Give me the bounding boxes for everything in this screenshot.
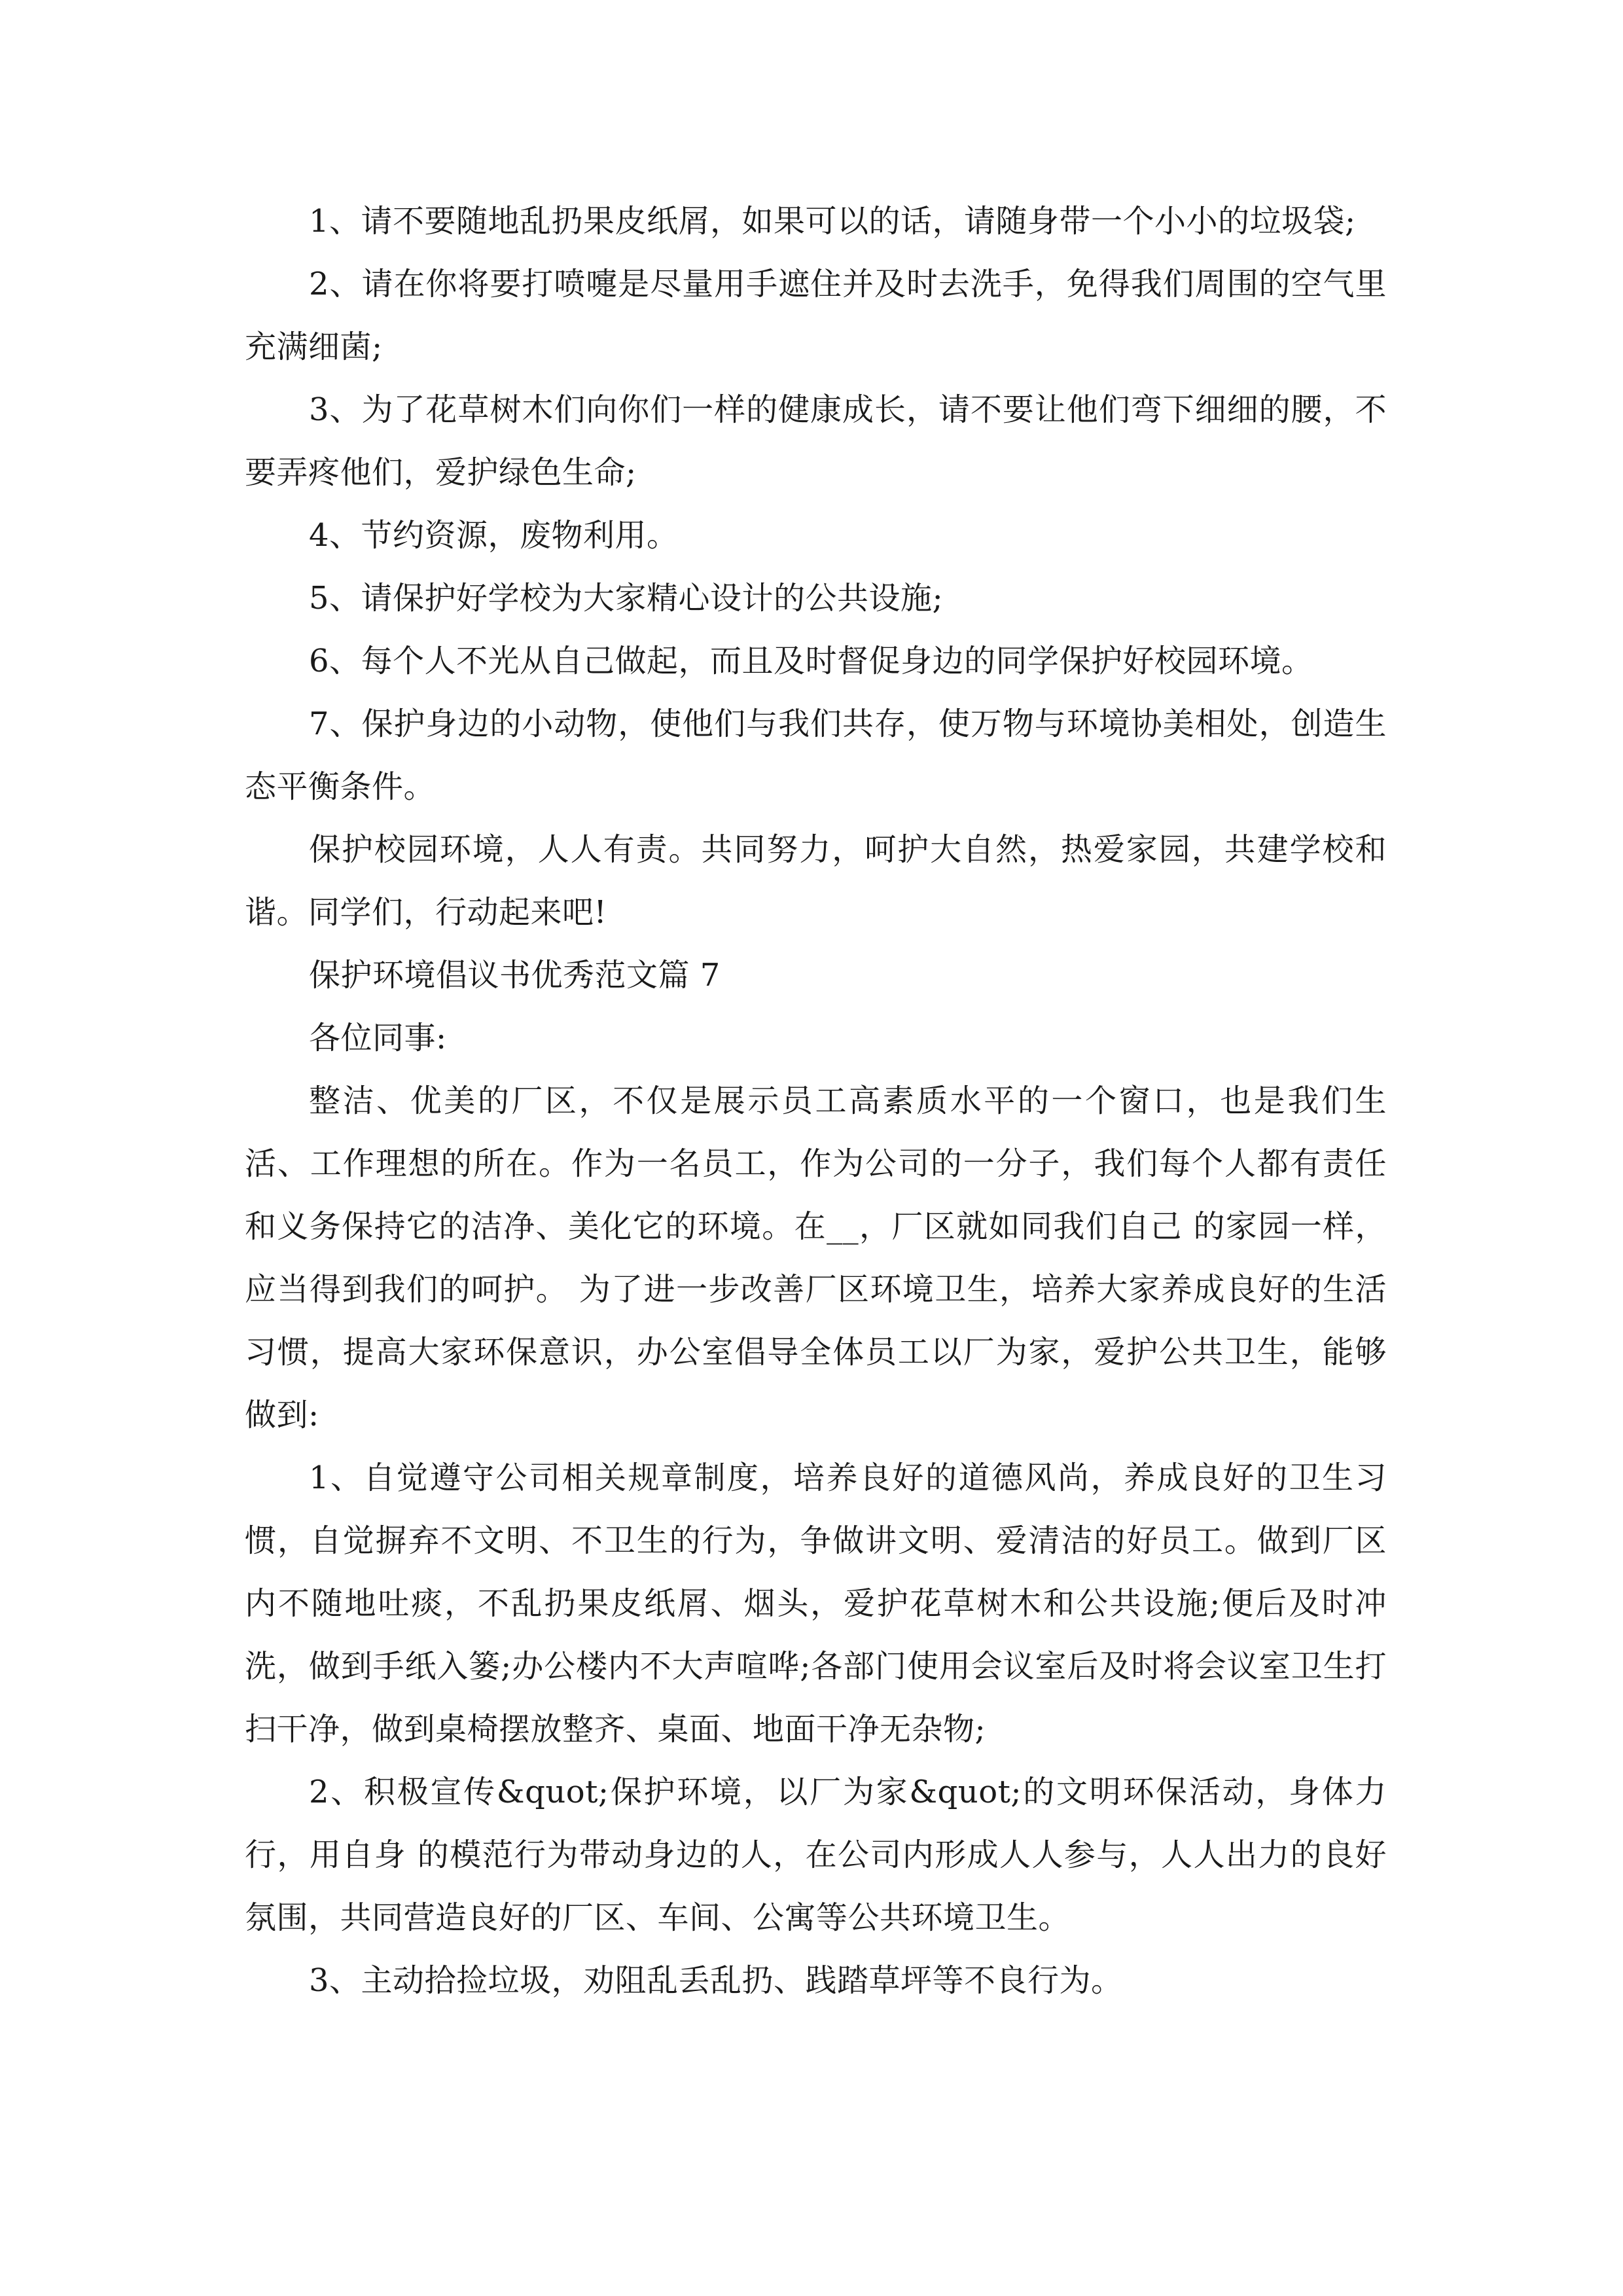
document-body	[245, 190, 1387, 2012]
paragraph-closing: 保护校园环境，人人有责。共同努力，呵护大自然，热爱家园，共建学校和谐。同学们，行动起来吧!	[245, 831, 1387, 931]
paragraph-intro: 整洁、优美的厂区，不仅是展示员工高素质水平的一个窗口，也是我们生活、工作理想的所在。作为一名员工，作为公司的一分子，我们每个人都有责任和义务保持它的洁净、美化它的环境。在__，厂区就如同我们自己 的家园一样，应当得到我们的呵护。 为了进一步改善厂区环境卫生，培养大家养成良好的生活习惯，提高大家环保意识，办公室倡导全体员工以厂为家，爱护公共卫生，能够做到:	[245, 1083, 1387, 1433]
salutation: 各位同事:	[309, 1020, 447, 1056]
paragraph-rule-7: 7、保护身边的小动物，使他们与我们共存，使万物与环境协美相处，创造生态平衡条件。	[245, 706, 1387, 805]
paragraph-rule-4: 4、节约资源，废物利用。	[309, 517, 679, 554]
paragraph-rule-3: 3、为了花草树木们向你们一样的健康成长，请不要让他们弯下细细的腰，不要弄疼他们，爱护绿色生命;	[245, 391, 1387, 491]
paragraph-item-2: 2、积极宣传&quot;保护环境，以厂为家&quot;的文明环保活动，身体力行，用自身 的模范行为带动身边的人，在公司内形成人人参与，人人出力的良好氛围，共同营造良好的厂区、车间、公寓等公共环境卫生。	[245, 1774, 1387, 1936]
paragraph-rule-2: 2、请在你将要打喷嚏是尽量用手遮住并及时去洗手，免得我们周围的空气里充满细菌;	[245, 266, 1387, 365]
paragraph-item-1: 1、自觉遵守公司相关规章制度，培养良好的道德风尚，养成良好的卫生习惯，自觉摒弃不文明、不卫生的行为，争做讲文明、爱清洁的好员工。做到厂区内不随地吐痰，不乱扔果皮纸屑、烟头，爱护花草树木和公共设施;便后及时冲洗，做到手纸入篓;办公楼内不大声喧哗;各部门使用会议室后及时将会议室卫生打扫干净，做到桌椅摆放整齐、桌面、地面干净无杂物;	[245, 1460, 1387, 1748]
section-heading: 保护环境倡议书优秀范文篇 7	[309, 957, 721, 994]
paragraph-item-3: 3、主动拾捡垃圾，劝阻乱丢乱扔、践踏草坪等不良行为。	[309, 1962, 1123, 1999]
paragraph-rule-6: 6、每个人不光从自己做起，而且及时督促身边的同学保护好校园环境。	[309, 643, 1313, 679]
paragraph-rule-5: 5、请保护好学校为大家精心设计的公共设施;	[309, 580, 944, 617]
paragraph-rule-1: 1、请不要随地乱扔果皮纸屑，如果可以的话，请随身带一个小小的垃圾袋;	[309, 203, 1356, 240]
